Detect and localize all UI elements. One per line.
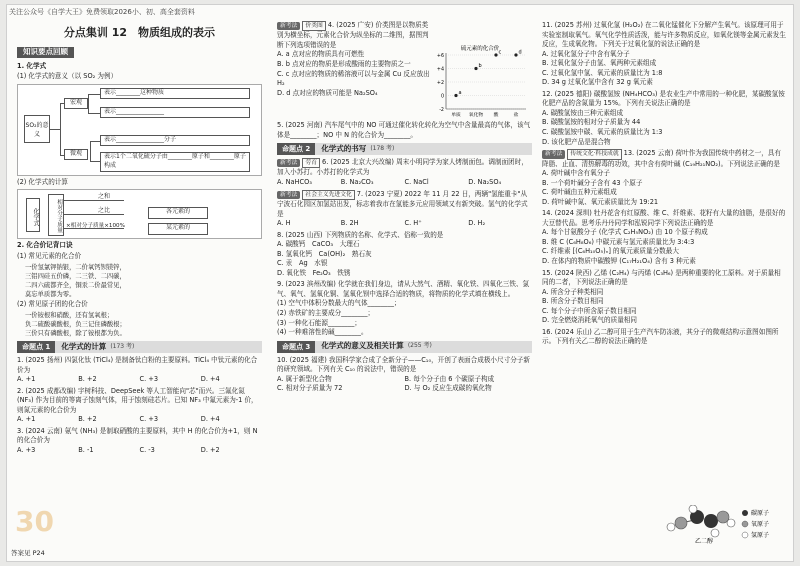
option[interactable]: C. 荷叶碱由五种元素组成 (542, 188, 617, 197)
option[interactable]: D. 该化肥产品是混合物 (542, 137, 611, 146)
legend-carbon: 碳原子 (751, 510, 770, 517)
data-label-a: a (458, 90, 462, 96)
calc-left: 化学式 (26, 198, 40, 232)
option[interactable]: C. +3 (139, 375, 159, 384)
option[interactable]: B. 过氧化氢分子由氢、氧两种元素组成 (542, 59, 657, 68)
x-tick-label: 酸 (493, 113, 499, 118)
option[interactable]: C. 每个分子中所含原子数目相同 (542, 306, 637, 315)
question-text: 1. (2025 扬州) 四氯化钛 (TiCl₄) 是制备钛白粉的主要原料。TiCl₄ 中钛元素的化合价为 (17, 355, 258, 374)
page-number-stamp: 30 (15, 505, 54, 539)
column-1 (17, 19, 262, 549)
badge-kind: 劳育 (302, 158, 320, 168)
options (17, 375, 262, 385)
x-tick-label: 盐 (513, 113, 519, 118)
diagram-macro: 宏观 (64, 98, 88, 109)
verse-line: 一价铵根和硝酸，还有氢氧根； (25, 311, 114, 319)
option[interactable]: C. 纤维素 [(C₆H₁₀O₅)ₙ] 的氧元素质量分数最大 (542, 247, 679, 256)
option[interactable]: B. -1 (78, 445, 94, 454)
question-15 (542, 269, 787, 326)
option[interactable]: D. +2 (200, 445, 220, 454)
meaning-diagram (17, 84, 262, 176)
option[interactable]: B. 氢氧化钙 Ca(OH)₂ 熟石灰 (277, 249, 372, 258)
options (277, 240, 532, 278)
fill-item[interactable]: (1) 空气中体积分数最大的气体________； (277, 299, 401, 308)
column-3 (542, 19, 787, 549)
question-text: 13. (2025 云南) 荷叶作为我国传统中药材之一，具有降脂、止血、清热解毒的功效，其中含有荷叶碱 (C₁₉H₂₁NO₂)。下列说法正确的是 (542, 149, 782, 168)
option[interactable]: A. 每个甘氨酸分子 (化学式 C₂H₅NO₂) 由 10 个原子构成 (542, 228, 708, 237)
option[interactable]: D. 与 O₂ 反应生成碳的氧化物 (404, 384, 492, 393)
hydrogen-atom (667, 523, 675, 531)
fill-item[interactable]: (3) 一种化石能源________； (277, 318, 361, 327)
verse-groups (25, 311, 262, 338)
question-text: 6. (2025 北京大兴改编) 周末小明同学为家人烤制面包。调制面团时，加入小苏打。小苏打的化学式为 (277, 158, 528, 177)
verse-line: 二四六硫都齐全，铜汞二价最常见， (25, 281, 126, 289)
carbon-atom (704, 514, 718, 528)
question-13 (542, 149, 787, 207)
section-count: (173 考) (110, 342, 135, 350)
badge: 新考法 (542, 150, 565, 158)
answer-footnote: 答案见 P24 (11, 548, 45, 557)
question-text: 2. (2025 成都改编) 宇树科技、DeepSeek 等人工智能向"芯"而兴。三氟化氮 (NF₃) 作为目前的等离子蚀刻气体，用于蚀刻硅芯片。已知 NF₃ 中氟元素为-1 价，则氮元素的化合价为 (17, 386, 258, 414)
question-1 (17, 356, 262, 385)
y-tick-label: +2 (436, 80, 444, 86)
x-tick-label: 氧化物 (468, 113, 484, 118)
question-11 (542, 21, 787, 88)
option[interactable]: A. +1 (17, 415, 36, 424)
option[interactable]: B. 碳酸氢铵的相对分子质量为 44 (542, 118, 641, 127)
option[interactable]: A. H (277, 219, 291, 228)
oxygen-atom (675, 517, 687, 529)
diagram-root: SO₂的意义 (24, 115, 50, 143)
verse-line: 一价氢氯钾钠银，二价氧钙钡镁锌， (25, 263, 126, 271)
question-text: 7. (2023 宁夏) 2022 年 11 月 22 日，两辆"氢能重卡"从宁波石化园区加氢站出发，标志着我市在氢能多元应用领域又有新突破。氢气的化学式是 (277, 189, 528, 218)
option[interactable]: A. a 点对应的物质具有可燃性 (277, 50, 365, 59)
option[interactable]: B. 每个分子由 6 个碳原子构成 (404, 374, 495, 383)
option[interactable]: B. +2 (78, 375, 97, 384)
option[interactable]: D. 在体内的物质中碳酸钾 (C₁₇H₂₁O₄) 含有 3 种元素 (542, 256, 696, 265)
option[interactable]: B. 维 C (C₆H₈O₆) 中碳元素与氢元素质量比为 3:4:3 (542, 237, 695, 246)
option[interactable]: C. NaCl (404, 178, 429, 187)
verse-line: 莫忘单质都为零。 (25, 290, 76, 298)
data-label-b: b (478, 63, 482, 69)
calc-diagram (17, 189, 262, 239)
question-14 (542, 209, 787, 266)
option[interactable]: B. b 点对应的物质是形成酸雨的主要物质之一 (277, 60, 411, 69)
option[interactable]: D. +4 (200, 415, 220, 424)
option[interactable]: B. Na₂CO₃ (340, 178, 374, 187)
section-count: (255 考) (407, 342, 432, 350)
verse-line: 三价只有磷酸根，除了铵根都为负。 (25, 329, 126, 337)
valence-chart (432, 43, 528, 121)
hydrogen-atom (689, 505, 697, 513)
question-text: 10. (2025 福建) 我国科学家合成了全新分子——C₁₀，开创了表面合成极小尺寸分子新的研究领域。下列有关 C₁₀ 的说法中，错误的是 (277, 355, 530, 374)
data-point-d (514, 53, 517, 56)
hydrogen-atom (727, 519, 735, 527)
calc-mid: 相对分子质量 (48, 194, 64, 236)
diagram-micro: 微观 (64, 149, 88, 160)
question-7 (277, 190, 532, 229)
option[interactable]: B. 所含分子数目相同 (542, 297, 604, 306)
heading-valence: 2. 化合价记背口诀 (17, 241, 73, 250)
option[interactable]: D. +4 (200, 375, 220, 384)
knowledge-header: 知识要点回顾 (17, 47, 74, 58)
column-2 (277, 19, 532, 549)
data-label-d: d (518, 49, 522, 56)
data-point-b (474, 67, 477, 70)
y-tick-label: 0 (440, 94, 444, 100)
calc-r3: 各元素的 (148, 207, 208, 219)
diagram-b2: 表示________________ (100, 107, 250, 118)
section-3-bar (277, 341, 532, 353)
subheading-elements: (1) 常见元素的化合价 (17, 252, 82, 260)
diagram-b4: 表示1个二氧化硫分子由________原子和________原子构成 (100, 152, 250, 172)
section-2-bar (277, 143, 532, 155)
subheading-calc: (2) 化学式的计算 (17, 177, 68, 186)
verse-line: 负二硫酸碳酸根，负三记住磷酸根； (25, 320, 126, 328)
data-label-c: c (498, 49, 502, 56)
hydrogen-atom (711, 529, 719, 537)
option[interactable]: B. 一个荷叶碱分子含有 43 个原子 (542, 178, 643, 187)
option[interactable]: D. 氧化铁 Fe₂O₃ 铁锈 (277, 268, 351, 277)
verse-elements (25, 263, 262, 300)
diagram-b3: 表示________________分子 (100, 135, 250, 146)
option[interactable]: A. 所含分子种类相同 (542, 287, 604, 296)
option[interactable]: A. 过氧化氢分子中含有氧分子 (542, 49, 630, 58)
badge: 新考法 (277, 22, 300, 30)
question-text: 14. (2024 深圳) 牡丹花含有红原酸、维 C、纤维素、花籽有大量的油脂，是很好的大豆替代品。思考乐丹丹同学和泓锐同学下列说法正确的是 (542, 209, 786, 227)
option[interactable]: A. +1 (17, 375, 36, 384)
option[interactable]: D. 34 g 过氧化氢中含有 32 g 氧元素 (542, 78, 653, 87)
subheading-meaning: (1) 化学式的意义（以 SO₂ 为例） (17, 72, 118, 81)
question-6 (277, 158, 532, 187)
option[interactable]: A. 碳酸钙 CaCO₃ 大理石 (277, 240, 360, 249)
question-text: 3. (2024 云南) 氨气 (NH₃) 是制取硝酸的主要原料，其中 H 的化合价为+1，则 N 的化合价为 (17, 426, 258, 445)
option[interactable]: D. 荷叶碱中氮、氧元素质量比为 19:21 (542, 197, 659, 206)
heading-formula: 1. 化学式 (17, 61, 47, 70)
section-tag: 命题点 1 (17, 341, 55, 353)
page (6, 4, 794, 562)
options (542, 228, 787, 266)
verse-line: 三铝四硅五价磷，二三铁、二四碳， (25, 272, 126, 280)
option[interactable]: A. NaHCO₃ (277, 178, 312, 187)
y-tick-label: -2 (439, 107, 444, 113)
option[interactable]: D. 完全燃烧消耗氧气的质量相同 (542, 316, 637, 325)
legend-oxygen: 氧原子 (751, 521, 770, 528)
badge-kind: 社会主义先进文化 (302, 190, 354, 200)
question-text: 11. (2025 苏州) 过氧化氢 (H₂O₂) 在二氧化锰催化下分解产生氧气。该原理可用于实验室制取氧气。氧气化学性质活泼，能与许多物质反应，如氧化镁等金属元素发生反应，生成氧化物。下列关于过氧化氢的说法正确的是 (542, 21, 786, 49)
question-8 (277, 231, 532, 279)
question-9 (277, 280, 532, 337)
badge: 新考法 (277, 159, 300, 167)
y-tick-label: +4 (436, 67, 444, 73)
fill-item[interactable]: (4) 一种难溶性的碱________。 (277, 328, 368, 337)
question-4 (277, 21, 532, 119)
option[interactable]: D. H₂ (468, 219, 486, 228)
x-tick-label: 单质 (451, 113, 461, 118)
option[interactable]: B. +2 (78, 415, 97, 424)
question-5 (277, 121, 532, 140)
options (17, 446, 262, 456)
options (542, 169, 787, 207)
options (277, 50, 432, 98)
calc-r1: 之和 (98, 193, 111, 201)
options (542, 288, 787, 326)
section-tag: 命题点 2 (277, 143, 315, 155)
question-3 (17, 427, 262, 456)
options (542, 109, 787, 147)
question-16 (542, 328, 787, 347)
question-text: 9. (2023 滨州改编) 化学就在我们身边，请从大然气、酒精、氧化铁、四氧化三铁、氯气、氧气、氢氧化铜、氢氧化钡中选择合适的物质，将物质的化学式填在横线上。 (277, 280, 530, 298)
option[interactable]: A. 碳酸氢铵由三种元素组成 (542, 108, 624, 117)
question-text: 16. (2024 乐山) 乙二醇可用于生产汽车防冻液，其分子的微观结构示意图如图所示。下列有关乙二醇的说法正确的是 (542, 327, 779, 346)
question-text: 12. (2025 德阳) 碳酸氢铵 (NH₄HCO₃) 是农业生产中常用的一种化肥，某碳酸氢铵化肥产品的含氮量为 15%。下列有关说法正确的是 (542, 89, 785, 108)
options (542, 50, 787, 88)
options (17, 415, 262, 425)
option[interactable]: C. H⁺ (404, 219, 422, 228)
option[interactable]: D. d 点对应的物质可能是 Na₂SO₄ (277, 88, 378, 97)
ethylene-glycol-model (659, 505, 779, 545)
options (277, 178, 532, 188)
question-text: 5. (2025 河南) 汽车尾气中的 NO 可通过催化转化转化为空气中含量最高的气体，该气体是________；NO 中 N 的化合价为________。 (277, 121, 531, 139)
question-10 (277, 356, 532, 394)
option[interactable]: D. Na₂SO₄ (468, 178, 502, 187)
option[interactable]: A. 荷叶碱中含有氧分子 (542, 169, 610, 178)
option[interactable]: C. 汞 Ag 水银 (277, 259, 328, 268)
section-1-bar (17, 341, 262, 353)
option[interactable]: C. 碳酸氢铵中碳、氧元素的质量比为 1:3 (542, 128, 663, 137)
data-point-c (494, 53, 497, 56)
option[interactable]: C. c 点对应的物质的稀溶液可以与金属 Cu 反应放出 H₂ (277, 69, 430, 88)
calc-formula: ×相对分子质量×100% (66, 223, 125, 230)
option[interactable]: C. 相对分子质量为 72 (277, 384, 343, 393)
option[interactable]: A. +3 (17, 445, 36, 454)
molecule-caption: 乙二醇 (695, 538, 714, 545)
option[interactable]: A. 属于新型化合物 (277, 374, 332, 383)
subheading-groups: (2) 常见原子团的化合价 (17, 300, 88, 309)
page-title: 分点集训 12 物质组成的表示 (63, 26, 216, 39)
section-count: (178 考) (370, 144, 395, 152)
option[interactable]: C. +3 (139, 415, 159, 424)
option[interactable]: C. 过氧化氢中氢、氧元素的质量比为 1:8 (542, 68, 663, 77)
question-text: 15. (2024 陕西) 乙烯 (C₂H₄) 与丙烯 (C₃H₆) 是两种重要的化工原料。对于质量相同的二者，下列说法正确的是 (542, 268, 781, 287)
watermark: 关注公众号《自学大王》免费领取2026小、初、高全套资料 (9, 8, 195, 16)
section-tag: 命题点 3 (277, 341, 315, 353)
calc-r4: 某元素的 (148, 223, 208, 235)
question-text: 8. (2025 山西) 下列物质的名称、化学式、俗称一致的是 (277, 230, 444, 239)
badge-kind: 价类图 (302, 21, 325, 31)
section-name: 化学式的计算 (61, 341, 107, 351)
question-text: 4. (2025 广安) 价类图是以物质类别为横坐标，元素化合价为纵坐标的二维图，据图判断下列选项错误的是 (277, 21, 429, 49)
badge-kind: 传统文化·科技成就 (567, 149, 621, 159)
option[interactable]: B. 2H (340, 219, 359, 228)
y-tick-label: +6 (436, 53, 444, 59)
section-name: 化学式的意义及相关计算 (321, 341, 404, 351)
options (277, 375, 532, 394)
diagram-b1: 表示________这种物质 (100, 88, 250, 99)
option[interactable]: C. -3 (139, 445, 155, 454)
fill-item[interactable]: (2) 赤铁矿的主要成分________； (277, 308, 375, 317)
calc-r2: 之比 (98, 207, 111, 215)
data-point-a (454, 94, 457, 97)
legend-hydrogen: 氢原子 (751, 532, 770, 539)
chart-title: 硫元素的化合价 (460, 46, 500, 52)
section-name: 化学式的书写 (321, 143, 367, 153)
question-2 (17, 387, 262, 425)
badge: 新考法 (277, 191, 300, 199)
options (277, 219, 532, 229)
question-12 (542, 90, 787, 147)
